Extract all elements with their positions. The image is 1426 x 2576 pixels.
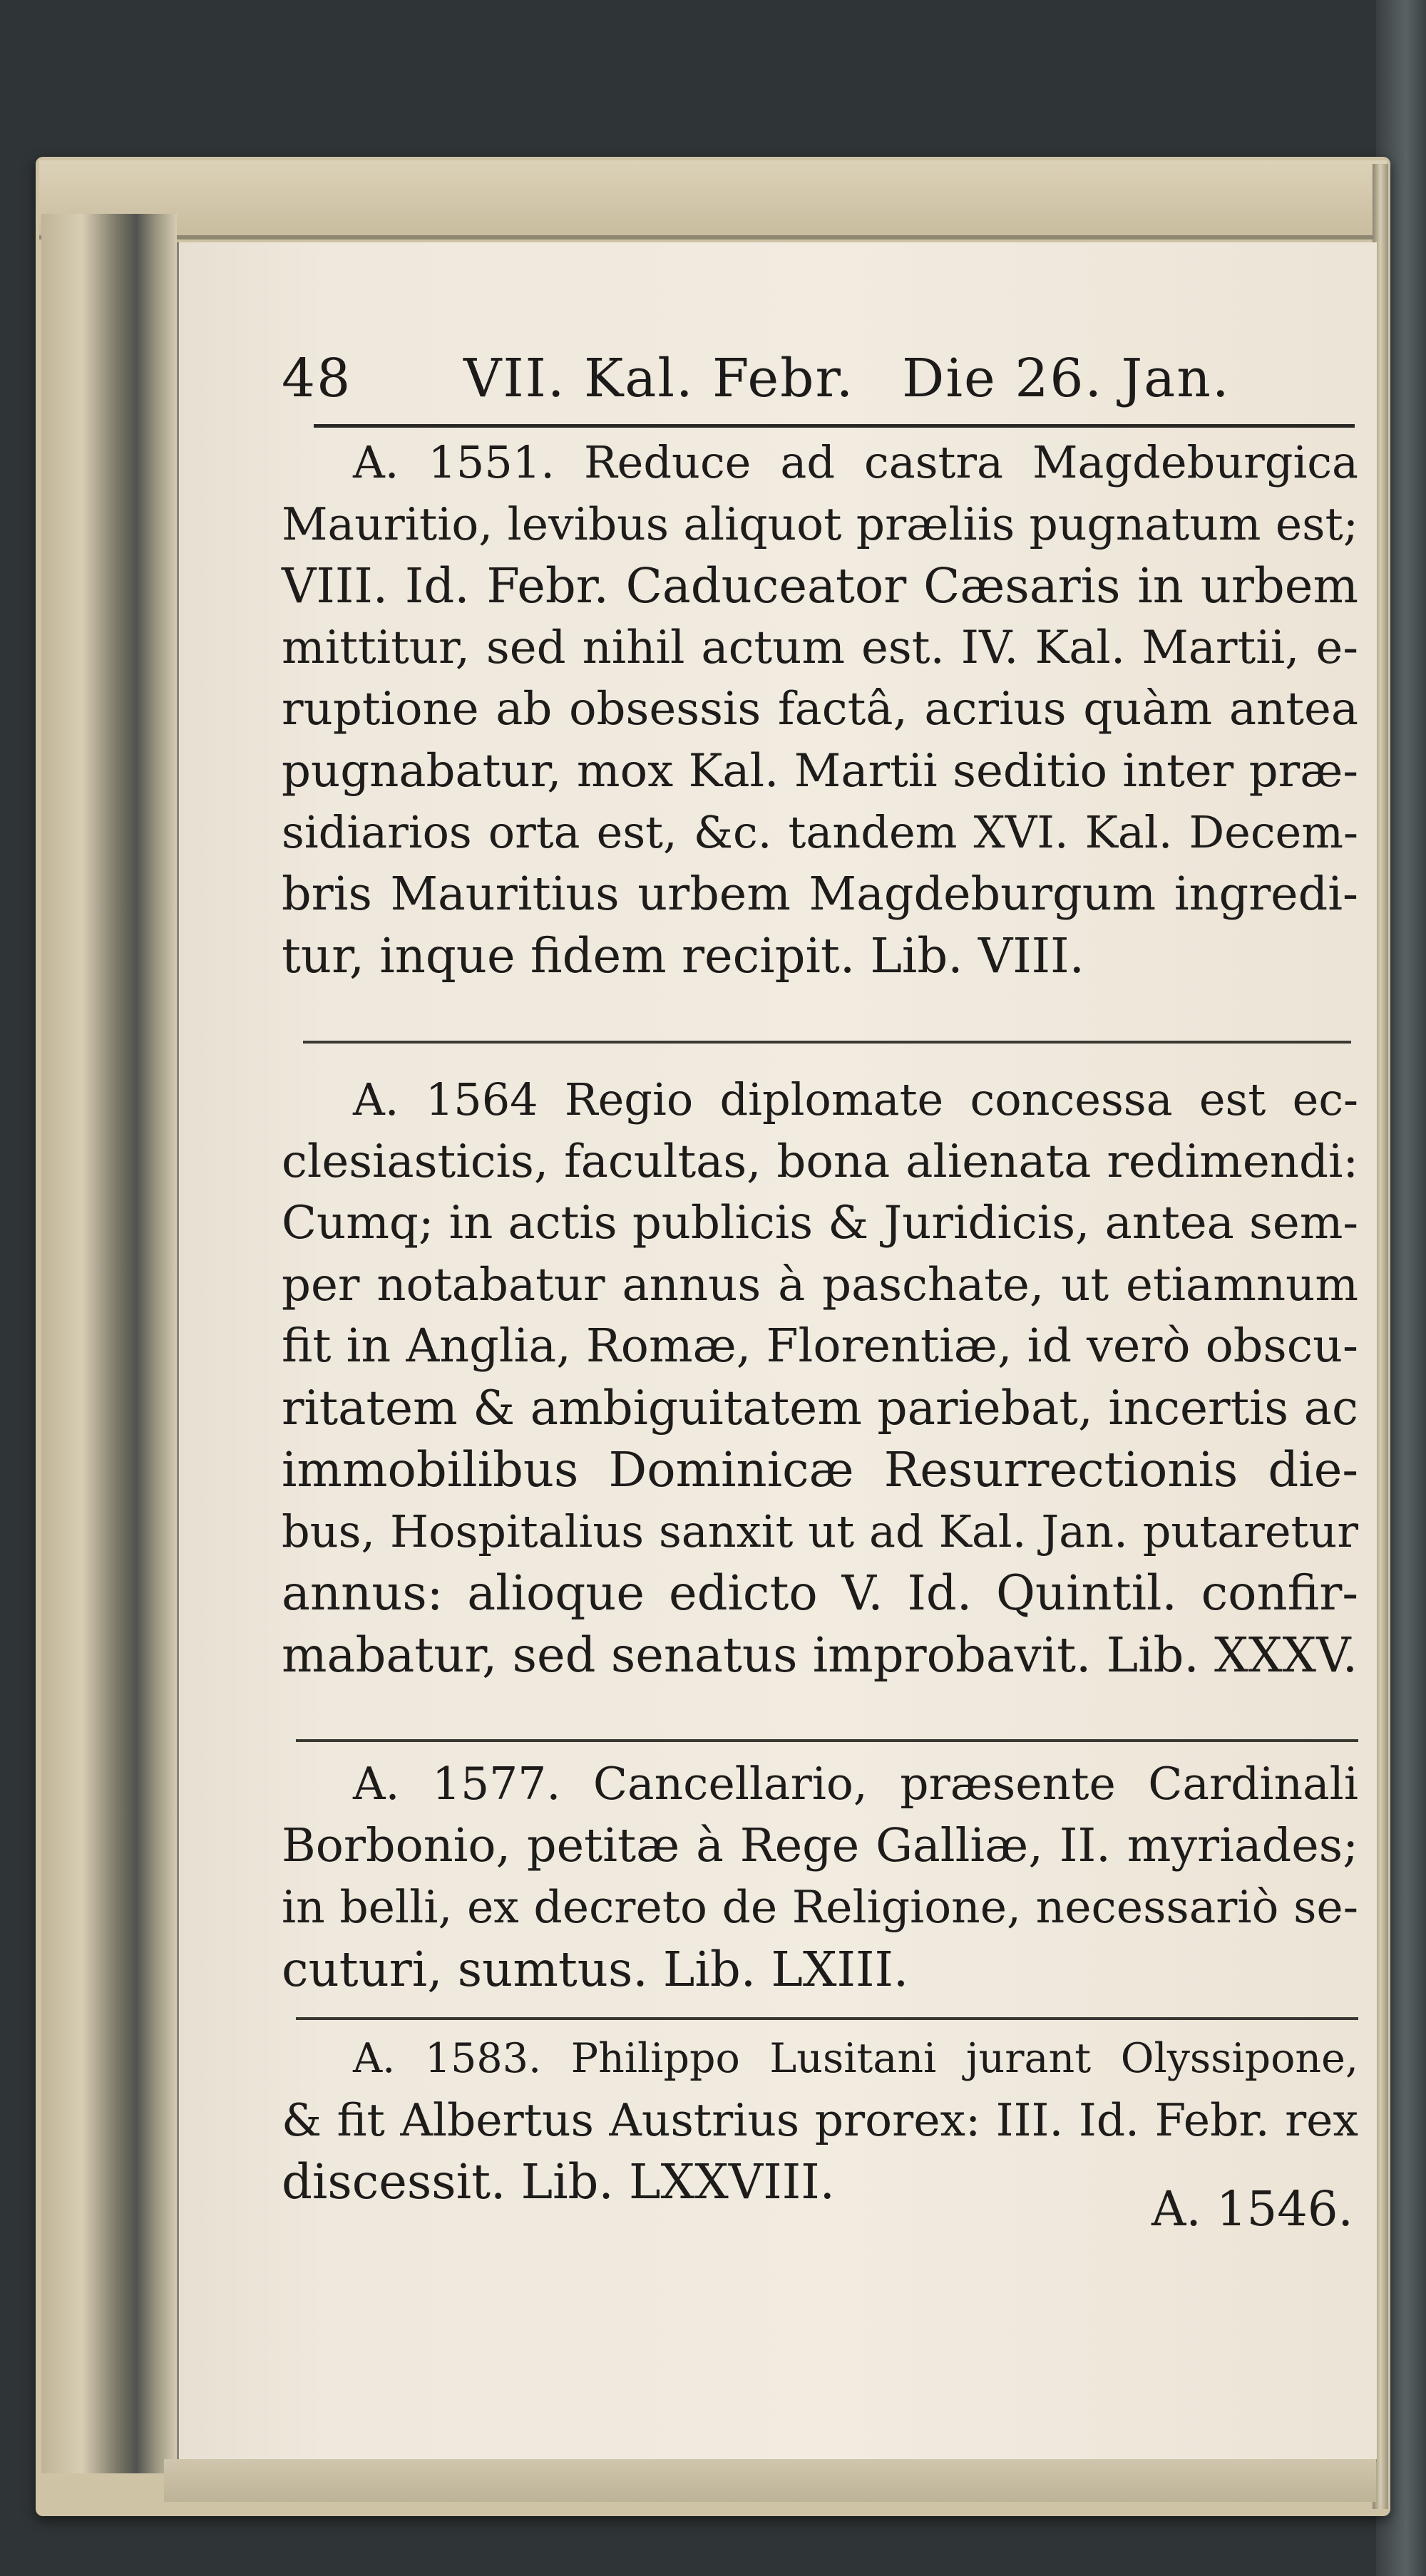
- catchword: A. 1546.: [1151, 2181, 1353, 2237]
- entry-line: fit in Anglia, Romæ, Florentiæ, id verò obscu-: [282, 1319, 1358, 1373]
- book-top-edge: [39, 160, 1387, 239]
- entry-1551: [282, 432, 1358, 987]
- entry-line: Mauritio, levibus aliquot præliis pugnatum est;: [282, 498, 1358, 550]
- entry-divider: [296, 2017, 1358, 2020]
- entry-line: A. 1577. Cancellario, præsente Cardinali: [353, 1758, 1358, 1810]
- entry-line: bris Mauritius urbem Magdeburgum ingredi-: [282, 867, 1358, 921]
- entry-line: clesiasticis, facultas, bona alienata redimendi:: [282, 1135, 1358, 1188]
- entry-line: annus: alioque edicto V. Id. Quintil. confir-: [282, 1565, 1358, 1621]
- page-bottom-edge: [164, 2459, 1376, 2502]
- entry-line: & fit Albertus Austrius prorex: III. Id. Febr. rex: [282, 2093, 1358, 2146]
- entry-line: Cumq; in actis publicis & Juridicis, antea sem-: [282, 1197, 1358, 1250]
- entry-line: mittitur, sed nihil actum est. IV. Kal. Martii, e-: [282, 621, 1358, 674]
- entry-line: tur, inque fidem recipit. Lib. VIII.: [282, 928, 1084, 984]
- entry-line: VIII. Id. Febr. Caduceator Cæsaris in urbem: [282, 558, 1358, 614]
- entry-line: discessit. Lib. LXXVIII.: [282, 2154, 835, 2210]
- entry-1577: [282, 1753, 1358, 2000]
- entry-line: pugnabatur, mox Kal. Martii seditio inter præ-: [282, 744, 1358, 798]
- entry-line: ruptione ab obsessis factâ, acrius quàm antea: [282, 683, 1358, 736]
- entry-line: A. 1583. Philippo Lusitani jurant Olyssipone,: [353, 2035, 1358, 2082]
- entry-line: mabatur, sed senatus improbavit. Lib. XXXV.: [282, 1627, 1358, 1683]
- entry-line: sidiarios orta est, &c. tandem XVI. Kal. Decem-: [282, 806, 1358, 858]
- entry-1564: [282, 1069, 1358, 1686]
- page-number: 48: [282, 348, 352, 409]
- entry-line: bus, Hospitalius sanxit ut ad Kal. Jan. putaretur: [282, 1505, 1358, 1557]
- book-gutter: [41, 214, 177, 2473]
- header-day: Die 26. Jan.: [902, 348, 1231, 409]
- entry-line: per notabatur annus à paschate, ut etiamnum: [282, 1258, 1358, 1312]
- entry-line: immobilibus Dominicæ Resurrectionis die-: [282, 1442, 1358, 1498]
- running-header: [282, 348, 1362, 426]
- entry-line: A. 1564 Regio diplomate concessa est ec-: [353, 1073, 1358, 1125]
- header-calendar-date: VII. Kal. Febr.: [463, 348, 855, 409]
- entry-divider: [296, 1739, 1358, 1742]
- entry-line: cuturi, sumtus. Lib. LXIII.: [282, 1941, 909, 1997]
- entry-divider: [303, 1041, 1351, 1044]
- entry-line: in belli, ex decreto de Religione, necessariò se-: [282, 1881, 1358, 1933]
- entry-line: ritatem & ambiguitatem pariebat, incertis ac: [282, 1380, 1358, 1436]
- entry-line: Borbonio, petitæ à Rege Galliæ, II. myriades;: [282, 1818, 1358, 1872]
- header-rule: [314, 424, 1355, 428]
- entry-line: A. 1551. Reduce ad castra Magdeburgica: [353, 436, 1358, 488]
